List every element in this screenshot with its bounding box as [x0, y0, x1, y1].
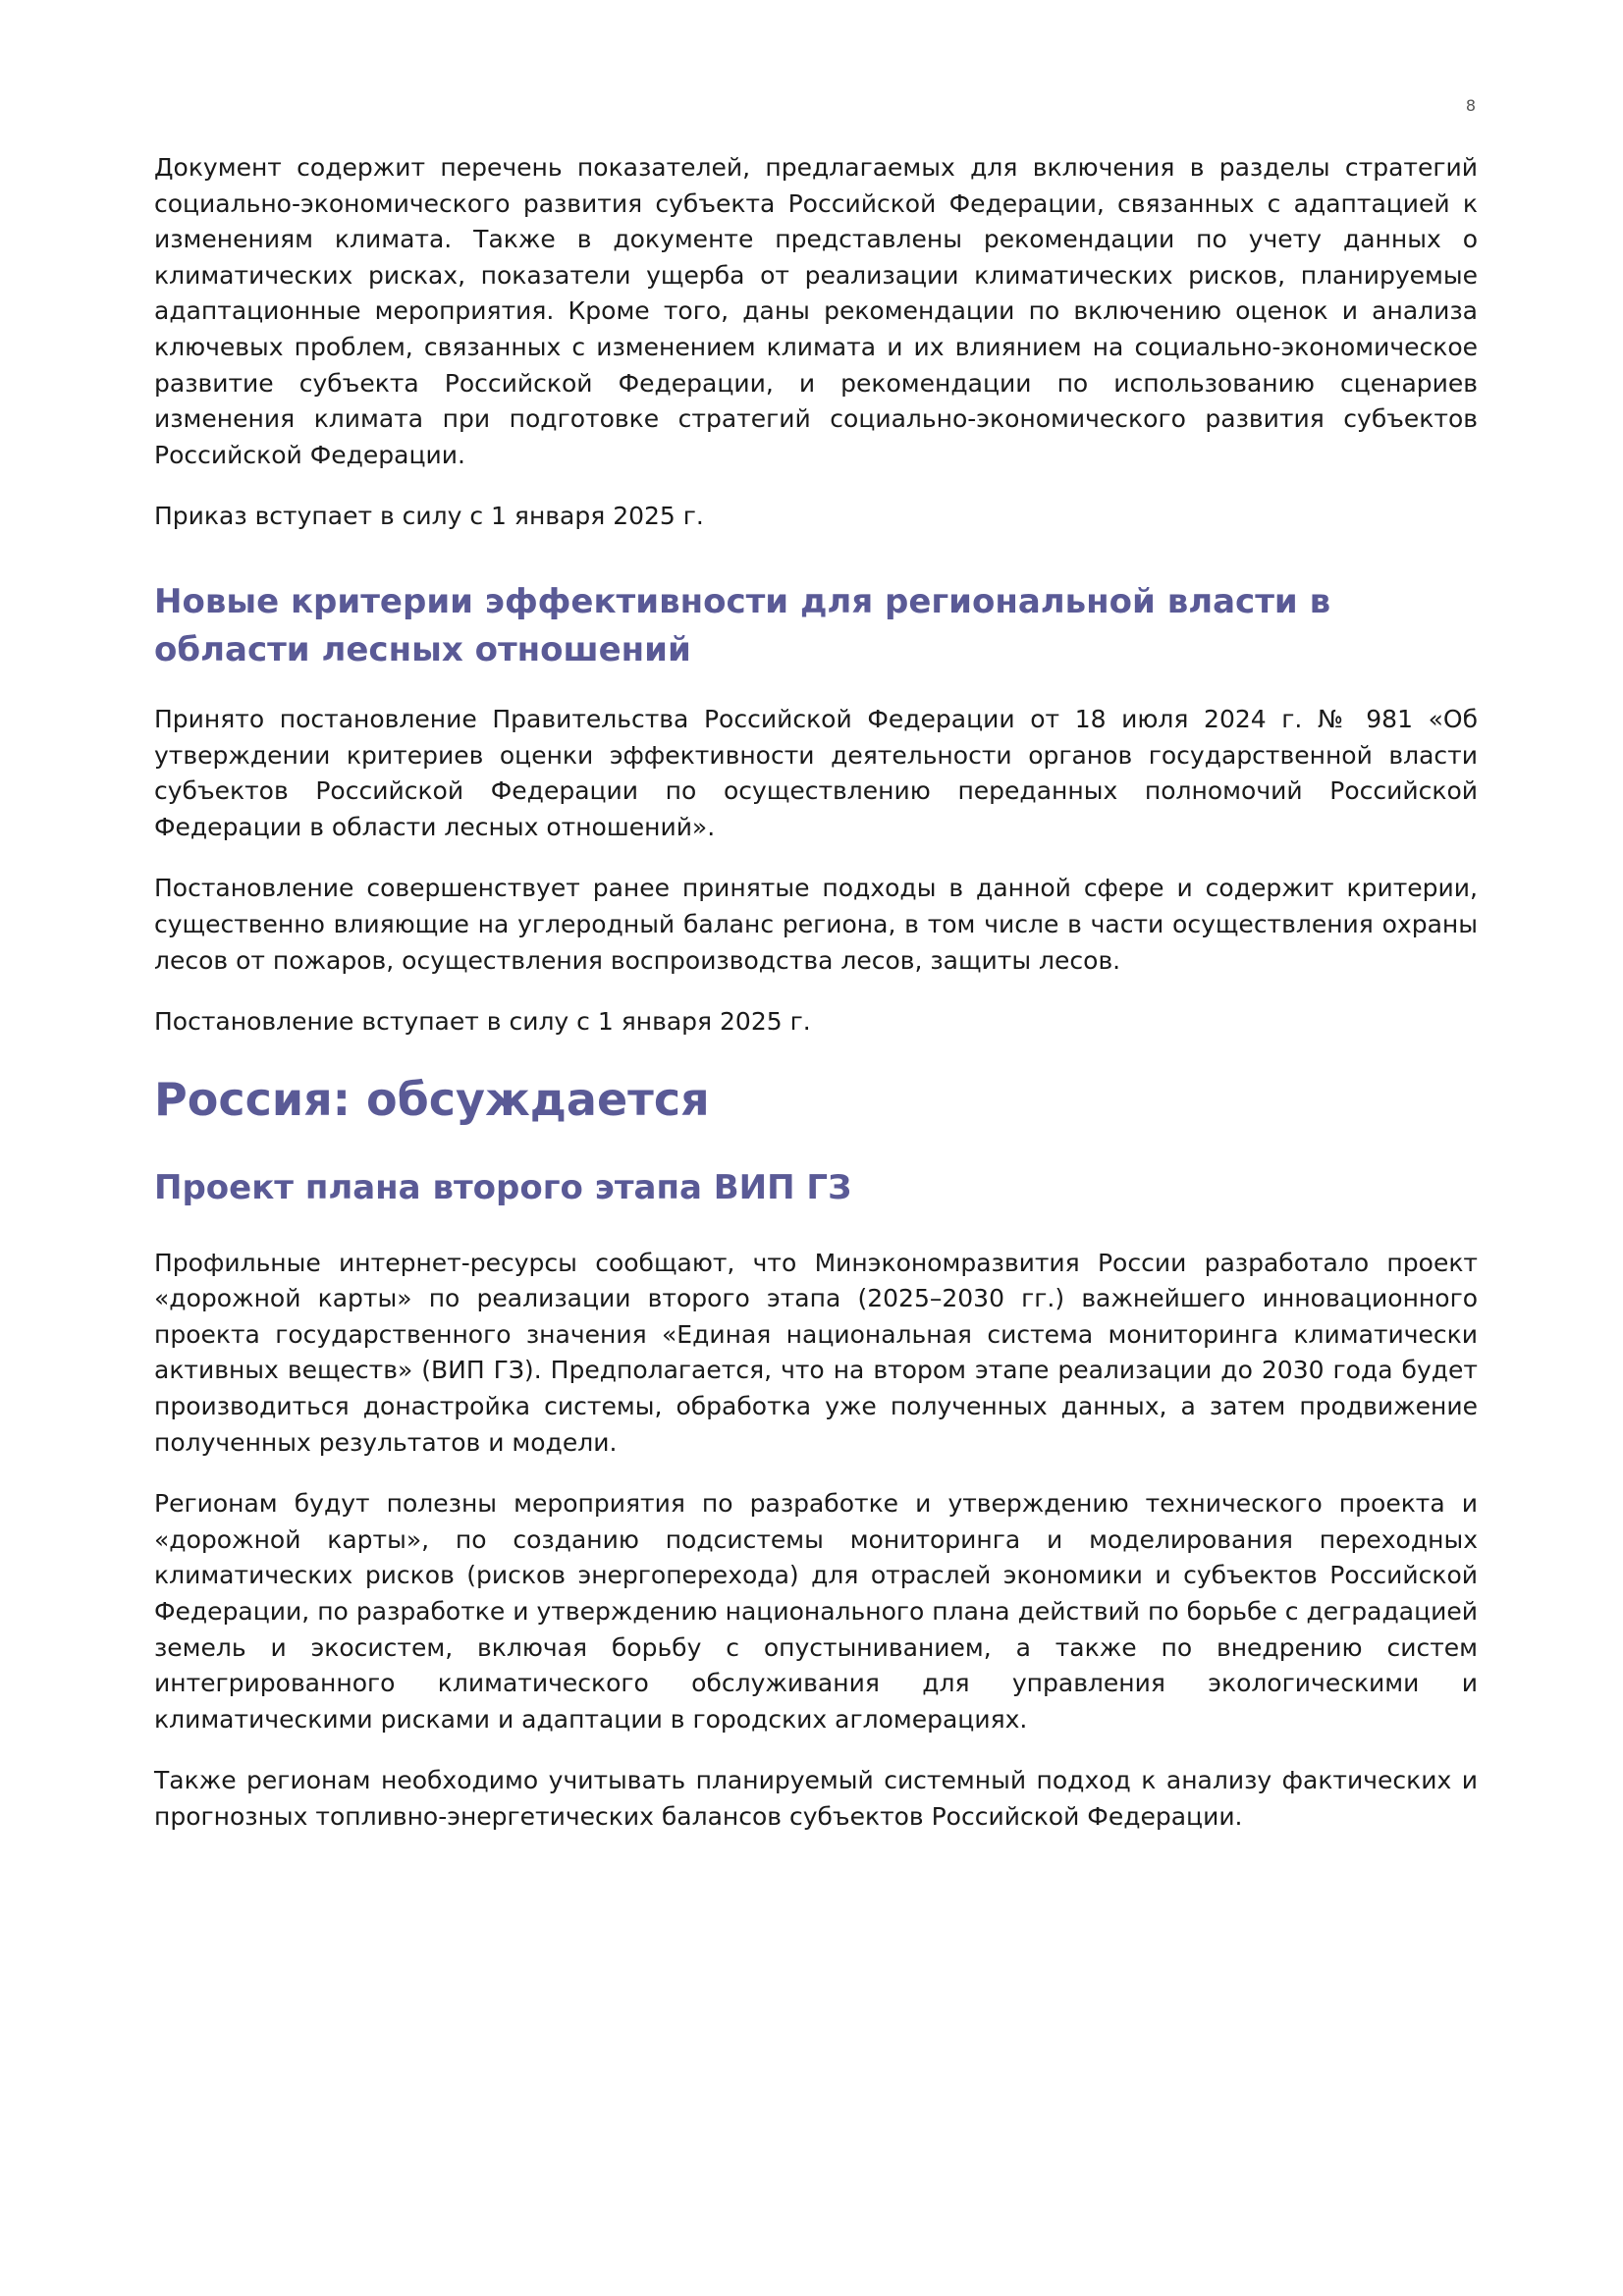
russia-discussed-heading: Россия: обсуждается [154, 1072, 710, 1126]
energy-balances-paragraph: Также регионам необходимо учитывать планируемый системный подход к анализу фактических и прогнозных топливно-энергетических балансов субъектов Российской Федерации. [154, 1766, 1478, 1831]
forest-criteria-heading: Новые критерии эффективности для региональной власти в области лесных отношений [154, 581, 1331, 669]
forest-resolution-paragraph: Принято постановление Правительства Российской Федерации от 18 июля 2024 г. № 981 «Об утверждении критериев оценки эффективности деятельности органов государственной власти субъектов Российской Федерации по осуществлению переданных полномочий Российской Федерации в области лесных отношений». [154, 704, 1478, 841]
page-number: 8 [1465, 96, 1476, 115]
effective-date-paragraph: Приказ вступает в силу с 1 января 2025 г. [154, 502, 704, 531]
page-content [154, 150, 1478, 1861]
regions-activities-paragraph: Регионам будут полезны мероприятия по разработке и утверждению технического проекта и «дорожной карты», по созданию подсистемы мониторинга и моделирования переходных климатических рисков (рисков энергоперехода) для отраслей экономики и субъектов Российской Федерации, по разработке и утверждению национального плана действий по борьбе с деградацией земель и экосистем, включая борьбу с опустыниванием, а также по внедрению систем интегрированного климатического обслуживания для управления экологическими и климатическими рисками и адаптации в городских агломерациях. [154, 1489, 1478, 1734]
intro-paragraph: Документ содержит перечень показателей, предлагаемых для включения в разделы стратегий социально-экономического развития субъекта Российской Федерации, связанных с адаптацией к изменениям климата. Также в документе представлены рекомендации по учету данных о климатических рисках, показатели ущерба от реализации климатических рисков, планируемые адаптационные мероприятия. Кроме того, даны рекомендации по включению оценок и анализа ключевых проблем, связанных с изменением климата и их влиянием на социально-экономическое развитие субъекта Российской Федерации, и рекомендации по использованию сценариев изменения климата при подготовке стратегий социально-экономического развития субъектов Российской Федерации. [154, 153, 1478, 469]
vip-gz-plan-heading: Проект плана второго этапа ВИП ГЗ [154, 1167, 852, 1207]
vip-gz-roadmap-paragraph: Профильные интернет-ресурсы сообщают, что Минэкономразвития России разработало проект «дорожной карты» по реализации второго этапа (2025–2030 гг.) важнейшего инновационного проекта государственного значения «Единая национальная система мониторинга климатически активных веществ» (ВИП ГЗ). Предполагается, что на втором этапе реализации до 2030 года будет производиться донастройка системы, обработка уже полученных данных, а затем продвижение полученных результатов и модели. [154, 1248, 1478, 1457]
forest-effective-date-paragraph: Постановление вступает в силу с 1 января 2025 г. [154, 1007, 811, 1037]
forest-criteria-paragraph: Постановление совершенствует ранее принятые подходы в данной сфере и содержит критерии, существенно влияющие на углеродный баланс региона, в том числе в части осуществления охраны лесов от пожаров, осуществления воспроизводства лесов, защиты лесов. [154, 874, 1478, 975]
